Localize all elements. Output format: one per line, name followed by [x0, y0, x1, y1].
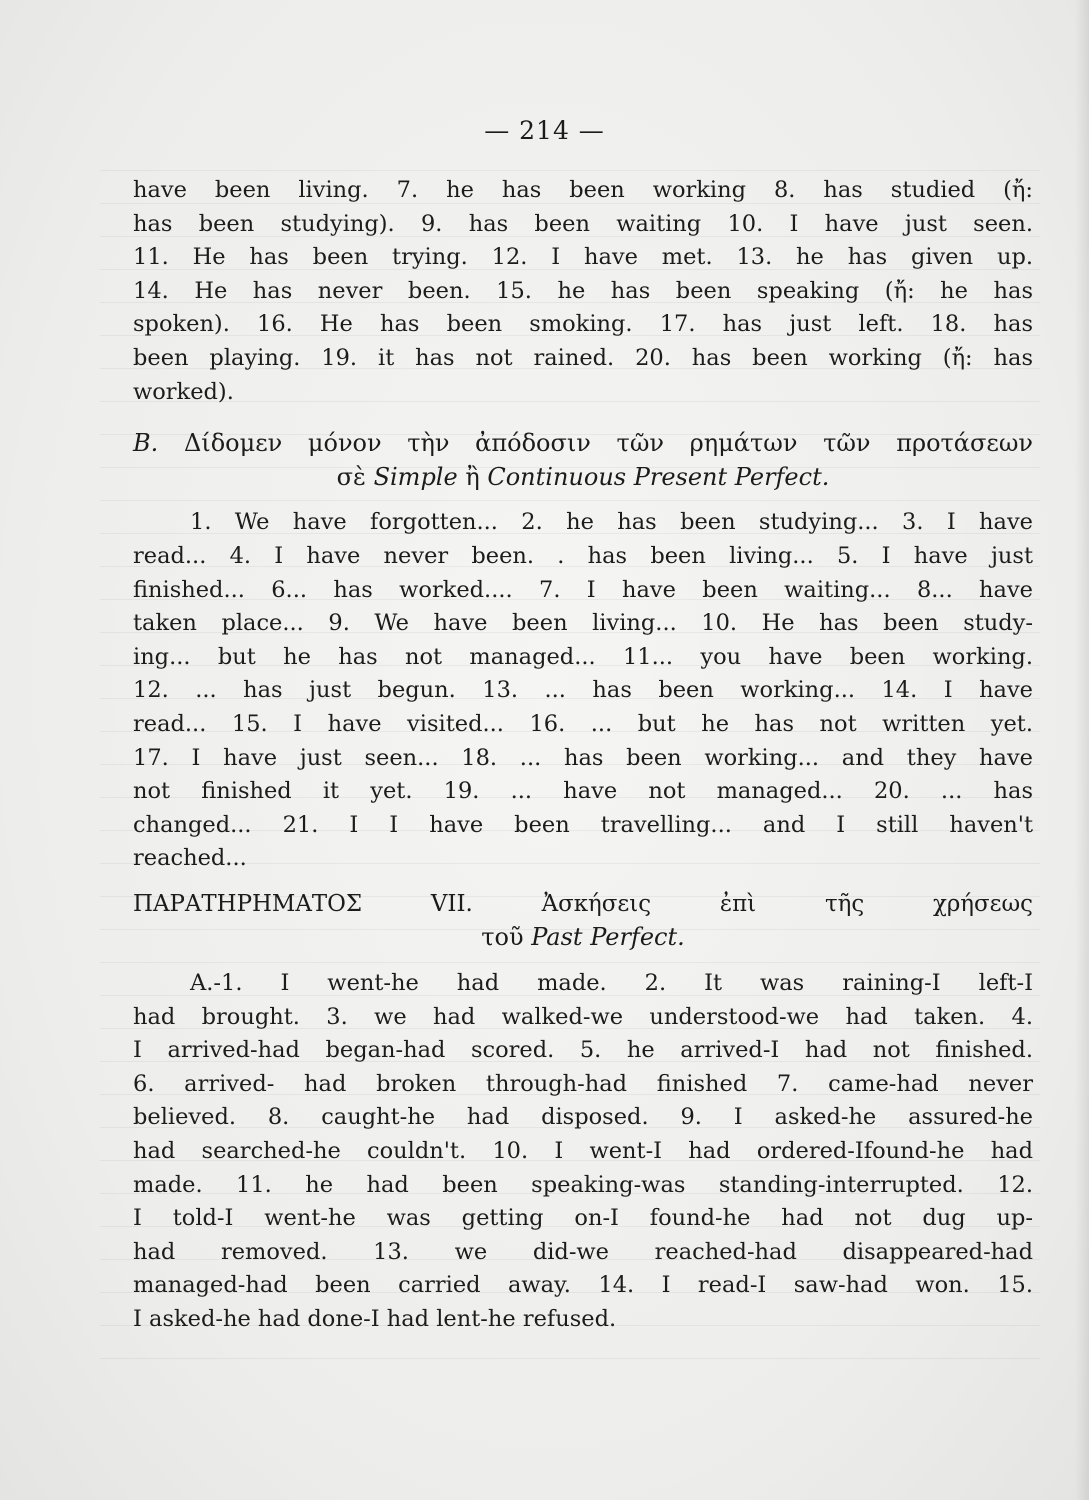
- text-line: finished... 6... has worked.... 7. I have been waiting... 8... have: [133, 576, 1033, 603]
- text-line: A.-1. I went-he had made. 2. It was raining-I left-I: [190, 970, 1033, 997]
- text-line: I arrived-had began-had scored. 5. he arrived-I had not finished.: [133, 1037, 1033, 1064]
- answers-section-vii: [133, 967, 1033, 1337]
- section-vii-word-3: τῆς: [824, 890, 865, 917]
- section-vii-heading: [133, 888, 1033, 955]
- section-b-heading: [133, 427, 1033, 494]
- section-b-heading-tense: Continuous Present Perfect.: [487, 462, 830, 491]
- text-line: have been living. 7. he has been working 8. has studied (ἤ:: [133, 177, 1033, 203]
- text-line: had brought. 3. we had walked-we understood-we had taken. 4.: [133, 1003, 1033, 1030]
- page-number: — 214 —: [484, 116, 605, 145]
- text-line: changed... 21. I I have been travelling... and I still haven't: [133, 811, 1033, 838]
- section-vii-word-1: Ἀσκήσεις: [541, 890, 652, 917]
- section-vii-heading-tense: Past Perfect.: [531, 923, 685, 952]
- section-vii-word-4: χρήσεως: [933, 890, 1033, 917]
- answers-section-a: [133, 174, 1033, 409]
- section-vii-label: ΠΑΡΑΤΗΡΗΜΑΤΟΣ: [133, 890, 363, 917]
- section-b-heading-prefix: σὲ: [336, 462, 366, 491]
- section-b-heading-simple: Simple: [373, 462, 458, 491]
- text-line: has been studying). 9. has been waiting 10. I have just seen.: [133, 210, 1033, 237]
- text-line: managed-had been carried away. 14. I read-I saw-had won. 15.: [133, 1272, 1033, 1299]
- section-vii-word-2: ἐπὶ: [719, 890, 757, 917]
- text-line: made. 11. he had been speaking-was standing-interrupted. 12.: [133, 1171, 1033, 1198]
- section-vii-roman: VII.: [430, 890, 473, 917]
- text-line: been playing. 19. it has not rained. 20. has been working (ἤ: has: [133, 344, 1033, 371]
- text-line: read... 15. I have visited... 16. ... but he has not written yet.: [133, 710, 1033, 737]
- section-b-letter: B.: [133, 429, 159, 458]
- section-b-heading-line-2: [133, 461, 1033, 495]
- text-line: had removed. 13. we did-we reached-had disappeared-had: [133, 1238, 1033, 1265]
- text-line: reached...: [133, 845, 247, 872]
- text-line: 11. He has been trying. 12. I have met. 13. he has given up.: [133, 244, 1033, 271]
- text-line: I asked-he had done-I had lent-he refused.: [133, 1306, 617, 1332]
- section-vii-heading-prefix: τοῦ: [481, 923, 524, 952]
- text-line: 1. We have forgotten... 2. he has been studying... 3. I have: [190, 509, 1033, 536]
- text-line: not finished it yet. 19. ... have not managed... 20. ... has: [133, 778, 1033, 805]
- section-vii-heading-line-2: [133, 921, 1033, 955]
- section-b-heading-or: ἢ: [465, 462, 480, 491]
- page-edge-shadow: [1075, 0, 1089, 1500]
- section-vii-heading-line-1: [133, 888, 1033, 922]
- section-b-heading-line-1: [133, 427, 1033, 461]
- text-line: spoken). 16. He has been smoking. 17. has just left. 18. has: [133, 311, 1033, 338]
- page-body: [133, 174, 1033, 1337]
- section-b-heading-text: Δίδομεν μόνον τὴν ἀπόδοσιν τῶν ρημάτων τῶν προτάσεων: [183, 429, 1033, 458]
- text-line: 17. I have just seen... 18. ... has been working... and they have: [133, 744, 1033, 771]
- text-line: ing... but he has not managed... 11... you have been working.: [133, 643, 1033, 670]
- text-line: 12. ... has just begun. 13. ... has been working... 14. I have: [133, 677, 1033, 704]
- text-line: worked).: [133, 378, 234, 405]
- text-line: had searched-he couldn't. 10. I went-I had ordered-Ifound-he had: [133, 1138, 1033, 1165]
- text-line: 14. He has never been. 15. he has been speaking (ἤ: he has: [133, 277, 1033, 304]
- text-line: read... 4. I have never been. . has been living... 5. I have just: [133, 542, 1033, 569]
- answers-section-b: [133, 506, 1033, 876]
- text-line: 6. arrived- had broken through-had finished 7. came-had never: [133, 1070, 1033, 1097]
- text-line: I told-I went-he was getting on-I found-he had not dug up-: [133, 1205, 1033, 1232]
- text-line: taken place... 9. We have been living... 10. He has been study-: [133, 610, 1033, 637]
- text-line: believed. 8. caught-he had disposed. 9. I asked-he assured-he: [133, 1104, 1033, 1131]
